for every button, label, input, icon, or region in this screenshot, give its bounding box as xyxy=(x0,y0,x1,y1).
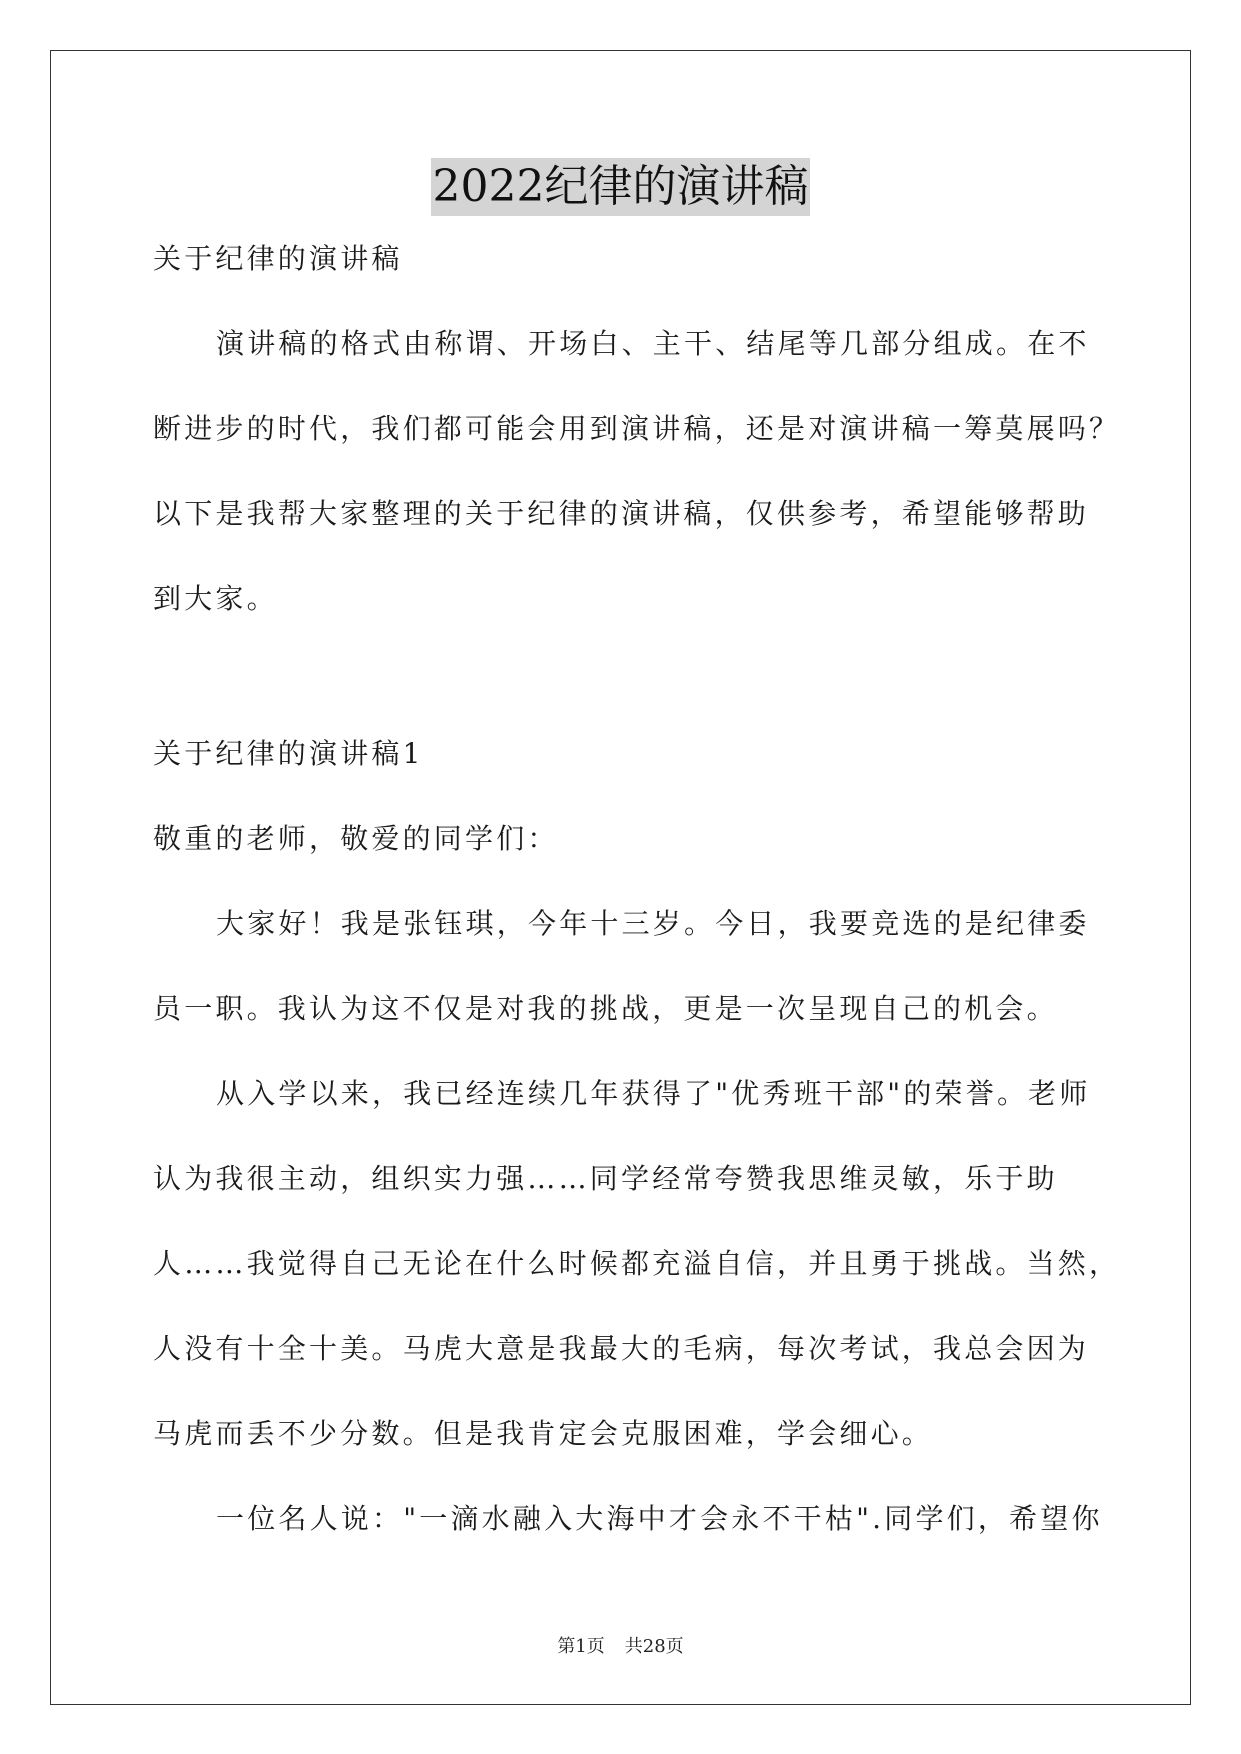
body-line: 关于纪律的演讲稿 xyxy=(153,242,403,275)
page-footer xyxy=(0,1632,1241,1658)
title-container xyxy=(0,158,1241,216)
body-line: 从入学以来，我已经连续几年获得了"优秀班干部"的荣誉。老师 xyxy=(216,1077,1091,1110)
body-line: 员一职。我认为这不仅是对我的挑战，更是一次呈现自己的机会。 xyxy=(153,992,1058,1025)
body-line: 马虎而丢不少分数。但是我肯定会克服困难，学会细心。 xyxy=(153,1417,934,1450)
body-line: 以下是我帮大家整理的关于纪律的演讲稿，仅供参考，希望能够帮助 xyxy=(153,497,1090,530)
body-line: 认为我很主动，组织实力强……同学经常夸赞我思维灵敏，乐于助 xyxy=(153,1162,1058,1195)
body-line: 一位名人说："一滴水融入大海中才会永不干枯".同学们，希望你 xyxy=(216,1502,1103,1535)
body-line: 演讲稿的格式由称谓、开场白、主干、结尾等几部分组成。在不 xyxy=(216,327,1090,360)
section-heading: 关于纪律的演讲稿1 xyxy=(153,737,424,770)
body-line: 人……我觉得自己无论在什么时候都充溢自信，并且勇于挑战。当然， xyxy=(153,1247,1121,1280)
section-gap xyxy=(153,667,1093,737)
body-line: 大家好！我是张钰琪，今年十三岁。今日，我要竞选的是纪律委 xyxy=(216,907,1090,940)
page-number: 第1页 xyxy=(557,1636,605,1657)
body-line: 到大家。 xyxy=(153,582,278,615)
document-body xyxy=(153,242,1121,1587)
document-title: 2022纪律的演讲稿 xyxy=(431,158,811,216)
salutation: 敬重的老师，敬爱的同学们： xyxy=(153,822,559,855)
body-line: 人没有十全十美。马虎大意是我最大的毛病，每次考试，我总会因为 xyxy=(153,1332,1090,1365)
page-total: 共28页 xyxy=(624,1636,684,1657)
body-line: 断进步的时代，我们都可能会用到演讲稿，还是对演讲稿一筹莫展吗？ xyxy=(153,412,1121,445)
